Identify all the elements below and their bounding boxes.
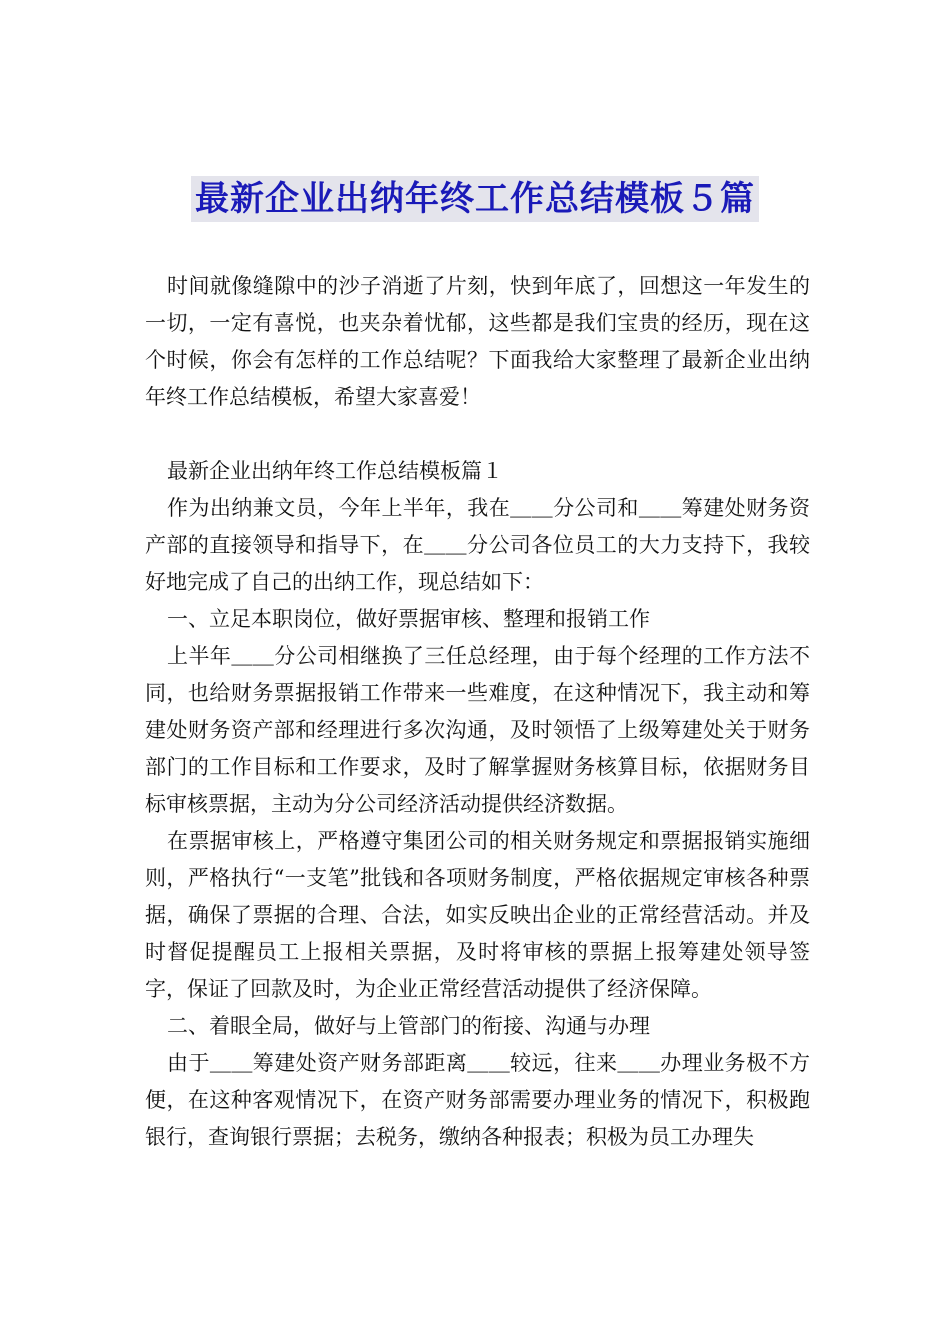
document-body: [145, 268, 810, 1156]
section-heading: 最新企业出纳年终工作总结模板篇１: [167, 459, 503, 483]
body-paragraph: 作为出纳兼文员，今年上半年，我在＿＿分公司和＿＿筹建处财务资产部的直接领导和指导下，在＿＿分公司各位员工的大力支持下，我较好地完成了自己的出纳工作，现总结如下：: [145, 496, 810, 594]
body-paragraph: 由于＿＿筹建处资产财务部距离＿＿较远，往来＿＿办理业务极不方便，在这种客观情况下，在资产财务部需要办理业务的情况下，积极跑银行，查询银行票据；去税务，缴纳各种报表；积极为员工办理失: [145, 1051, 810, 1149]
title-container: [0, 176, 950, 222]
document-title: 最新企业出纳年终工作总结模板５篇: [191, 176, 759, 222]
paragraph-gap: [145, 416, 810, 453]
body-paragraph: 上半年＿＿分公司相继换了三任总经理，由于每个经理的工作方法不同，也给财务票据报销工作带来一些难度，在这种情况下，我主动和筹建处财务资产部和经理进行多次沟通，及时领悟了上级筹建处关于财务部门的工作目标和工作要求，及时了解掌握财务核算目标，依据财务目标审核票据，主动为分公司经济活动提供经济数据。: [145, 644, 810, 816]
intro-paragraph: 时间就像缝隙中的沙子消逝了片刻，快到年底了，回想这一年发生的一切，一定有喜悦，也夹杂着忧郁，这些都是我们宝贵的经历，现在这个时候，你会有怎样的工作总结呢？下面我给大家整理了最新企业出纳年终工作总结模板，希望大家喜爱！: [145, 274, 810, 409]
subheading-two: 二、着眼全局，做好与上管部门的衔接、沟通与办理: [167, 1014, 650, 1038]
subheading-one: 一、立足本职岗位，做好票据审核、整理和报销工作: [167, 607, 650, 631]
body-paragraph: 在票据审核上，严格遵守集团公司的相关财务规定和票据报销实施细则，严格执行“一支笔”批钱和各项财务制度，严格依据规定审核各种票据，确保了票据的合理、合法，如实反映出企业的正常经营活动。并及时督促提醒员工上报相关票据，及时将审核的票据上报筹建处领导签字，保证了回款及时，为企业正常经营活动提供了经济保障。: [145, 829, 810, 1001]
